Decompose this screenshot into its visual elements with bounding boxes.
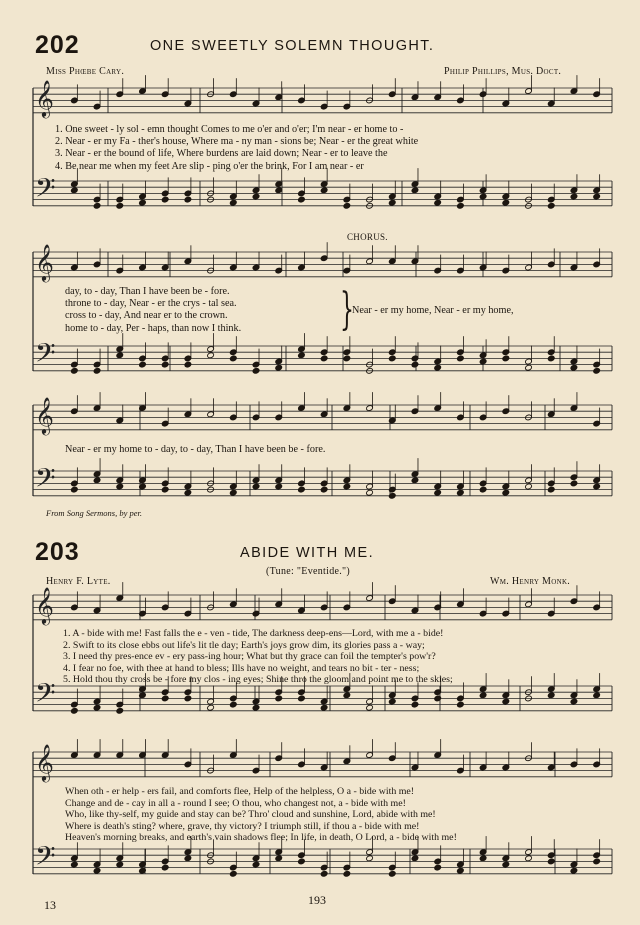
verses-203-b xyxy=(65,786,457,844)
note-head xyxy=(593,858,601,865)
verse-line: 4. I fear no foe, with thee at hand to bless; Ills have no weight, and tears no bit - ter - ness; xyxy=(63,662,420,674)
treble-clef-icon: 𝄞 xyxy=(35,586,55,625)
note-head xyxy=(479,486,487,493)
note-head xyxy=(116,707,124,714)
bass-clef-icon: 𝄢 xyxy=(35,677,56,716)
note-head xyxy=(298,858,306,865)
note-head xyxy=(252,483,260,490)
note-head xyxy=(161,695,169,702)
note-head xyxy=(434,489,442,496)
verse-line: 3. I need thy pres-ence ev - ery pass-ing hour; What but thy grace can foil the tempter's pow'r? xyxy=(63,651,436,663)
hymn-composer-202: Philip Phillips, Mus. Doct. xyxy=(444,66,562,77)
note-head xyxy=(320,486,328,493)
note-head xyxy=(525,483,533,490)
bass-clef-icon: 𝄢 xyxy=(35,172,56,211)
note-head xyxy=(252,861,260,868)
left-page-number: 13 xyxy=(44,898,56,912)
verse-line: Where is death's sting? where, grave, thy victory? I triumph still, if thou a - bide with me! xyxy=(65,820,420,832)
note-head xyxy=(298,352,306,359)
note-head xyxy=(502,355,510,362)
note-head xyxy=(71,707,79,714)
note-head xyxy=(139,361,147,368)
note-head xyxy=(593,193,601,200)
note-head xyxy=(320,355,328,362)
note-head xyxy=(298,695,306,702)
note-head xyxy=(547,486,555,493)
note-head xyxy=(411,855,419,862)
note-head xyxy=(479,855,487,862)
note-head xyxy=(71,486,79,493)
note-head xyxy=(184,196,192,203)
verse-line: 5. Hold thou thy cross be - fore my clos - ing eyes; Shine thro the gloom and point me to the skies; xyxy=(63,674,453,686)
note-head xyxy=(184,361,192,368)
verse-line: day, to - day, Than I have been be - fore. xyxy=(65,286,230,297)
note-head xyxy=(161,361,169,368)
note-head xyxy=(207,704,215,711)
tune-note-203: (Tune: "Eventide.") xyxy=(266,566,351,577)
note-head xyxy=(320,704,328,711)
note-head xyxy=(252,367,260,374)
note-head xyxy=(184,489,192,496)
note-head xyxy=(116,861,124,868)
hymn-composer-203: Wm. Henry Monk. xyxy=(490,576,571,587)
note-head xyxy=(275,695,283,702)
note-head xyxy=(298,196,306,203)
note-head xyxy=(479,358,487,365)
note-head xyxy=(71,861,79,868)
verses-202-b xyxy=(65,286,241,335)
note-head xyxy=(411,701,419,708)
verse-line: 4. Be near me when my feet Are slip - ping o'er the brink, For I am near - er xyxy=(55,160,364,172)
verse-line: 1. One sweet - ly sol - emn thought Comes to me o'er and o'er; I'm near - er home to - xyxy=(55,124,404,135)
note-head xyxy=(161,196,169,203)
page-number: 193 xyxy=(308,893,326,907)
bass-clef-icon: 𝄢 xyxy=(35,840,56,879)
note-head xyxy=(457,701,465,708)
note-head xyxy=(71,367,79,374)
note-head xyxy=(388,698,396,705)
note-head xyxy=(502,199,510,206)
bass-clef-icon: 𝄢 xyxy=(35,337,56,376)
note-head xyxy=(593,692,601,699)
note-head xyxy=(502,861,510,868)
note-head xyxy=(343,355,351,362)
source-note-202: From Song Sermons, by per. xyxy=(46,508,143,518)
note-head xyxy=(252,193,260,200)
bass-clef-icon: 𝄢 xyxy=(35,462,56,501)
hymn-number-203: 203 xyxy=(35,538,80,566)
treble-clef-icon: 𝄞 xyxy=(35,743,55,782)
verse-line: cross to - day, And near er to the crown. xyxy=(65,310,228,322)
chorus-lyrics-b: Near - er my home to - day, to - day, Than I have been be - fore. xyxy=(65,444,326,455)
chorus-label: CHORUS. xyxy=(347,232,388,242)
verse-brace: } xyxy=(340,284,354,335)
note-head xyxy=(93,477,101,484)
note-head xyxy=(275,483,283,490)
note-head xyxy=(547,858,555,865)
note-head xyxy=(139,199,147,206)
note-head xyxy=(457,489,465,496)
verse-line: Change and de - cay in all a - round I see; O thou, who changest not, a - bide with me! xyxy=(65,797,406,809)
verse-line: When oth - er help - ers fail, and comforts flee, Help of the helpless, O a - bide with me! xyxy=(65,786,415,797)
note-head xyxy=(343,202,351,209)
treble-clef-icon: 𝄞 xyxy=(35,243,55,282)
verse-line: throne to - day, Near - er the crys - tal sea. xyxy=(65,298,237,310)
note-head xyxy=(343,870,351,877)
note-head xyxy=(570,698,578,705)
chorus-lyrics-a: Near - er my home, Near - er my home, xyxy=(352,305,514,316)
note-head xyxy=(93,202,101,209)
note-head xyxy=(366,855,374,862)
hymn-author-202: Miss Phœbe Cary. xyxy=(46,66,125,77)
note-head xyxy=(593,367,601,374)
note-head xyxy=(93,704,101,711)
note-head xyxy=(434,864,442,871)
note-head xyxy=(161,486,169,493)
hymn-title-203: ABIDE WITH ME. xyxy=(240,545,374,561)
note-head xyxy=(184,695,192,702)
note-head xyxy=(570,480,578,487)
note-head xyxy=(479,692,487,699)
verse-line: 2. Near - er my Fa - ther's house, Where ma - ny man - sions be; Near - er the great white xyxy=(55,136,419,148)
note-head xyxy=(343,692,351,699)
note-head xyxy=(161,864,169,871)
note-head xyxy=(547,355,555,362)
note-head xyxy=(434,199,442,206)
note-head xyxy=(434,364,442,371)
note-head xyxy=(479,193,487,200)
note-head xyxy=(593,483,601,490)
note-head xyxy=(366,704,374,711)
note-head xyxy=(388,199,396,206)
note-head xyxy=(388,870,396,877)
verses-203-a xyxy=(63,628,453,686)
note-head xyxy=(547,692,555,699)
hymn-number-202: 202 xyxy=(35,31,80,59)
note-head xyxy=(457,202,465,209)
note-head xyxy=(502,489,510,496)
note-head xyxy=(570,193,578,200)
note-head xyxy=(229,199,237,206)
note-head xyxy=(457,355,465,362)
note-head xyxy=(184,855,192,862)
note-head xyxy=(366,489,374,496)
note-head xyxy=(388,355,396,362)
note-head xyxy=(570,364,578,371)
note-head xyxy=(320,187,328,194)
note-head xyxy=(411,361,419,368)
verse-line: home to - day, Per - haps, than now I think. xyxy=(65,322,242,334)
hymn-author-203: Henry F. Lyte. xyxy=(46,576,111,587)
note-head xyxy=(343,483,351,490)
note-head xyxy=(411,477,419,484)
note-head xyxy=(411,187,419,194)
note-head xyxy=(275,855,283,862)
verse-line: 1. A - bide with me! Fast falls the e - ven - tide, The darkness deep-ens—Lord, with me a - bide! xyxy=(63,628,444,639)
note-head xyxy=(116,202,124,209)
note-head xyxy=(547,202,555,209)
note-head xyxy=(229,489,237,496)
hymn-title-202: ONE SWEETLY SOLEMN THOUGHT. xyxy=(150,38,435,54)
note-head xyxy=(229,870,237,877)
note-head xyxy=(207,352,215,359)
note-head xyxy=(320,870,328,877)
note-head xyxy=(525,855,533,862)
verse-line: 3. Near - er the bound of life, Where burdens are laid down; Near - er to leave the xyxy=(55,148,388,160)
verse-line: Heaven's morning breaks, and earth's vain shadows flee; In life, in death, O Lord, a - bide with me! xyxy=(65,832,457,844)
note-head xyxy=(525,364,533,371)
verse-line: 2. Swift to its close ebbs out life's lit tle day; Earth's joys grow dim, its glories pass a - way; xyxy=(63,639,425,651)
note-head xyxy=(93,867,101,874)
note-head xyxy=(298,486,306,493)
note-head xyxy=(93,367,101,374)
note-head xyxy=(570,867,578,874)
note-head xyxy=(116,483,124,490)
note-head xyxy=(229,701,237,708)
note-head xyxy=(116,352,124,359)
verse-line: Who, like thy-self, my guide and stay can be? Thro' cloud and sunshine, Lord, abide with me! xyxy=(65,809,436,821)
note-head xyxy=(252,704,260,711)
treble-clef-icon: 𝄞 xyxy=(35,396,55,435)
note-head xyxy=(275,187,283,194)
treble-clef-icon: 𝄞 xyxy=(35,79,55,118)
note-head xyxy=(457,867,465,874)
note-head xyxy=(71,187,79,194)
note-head xyxy=(275,364,283,371)
note-head xyxy=(502,698,510,705)
verses-202-a xyxy=(55,124,615,173)
note-head xyxy=(229,355,237,362)
